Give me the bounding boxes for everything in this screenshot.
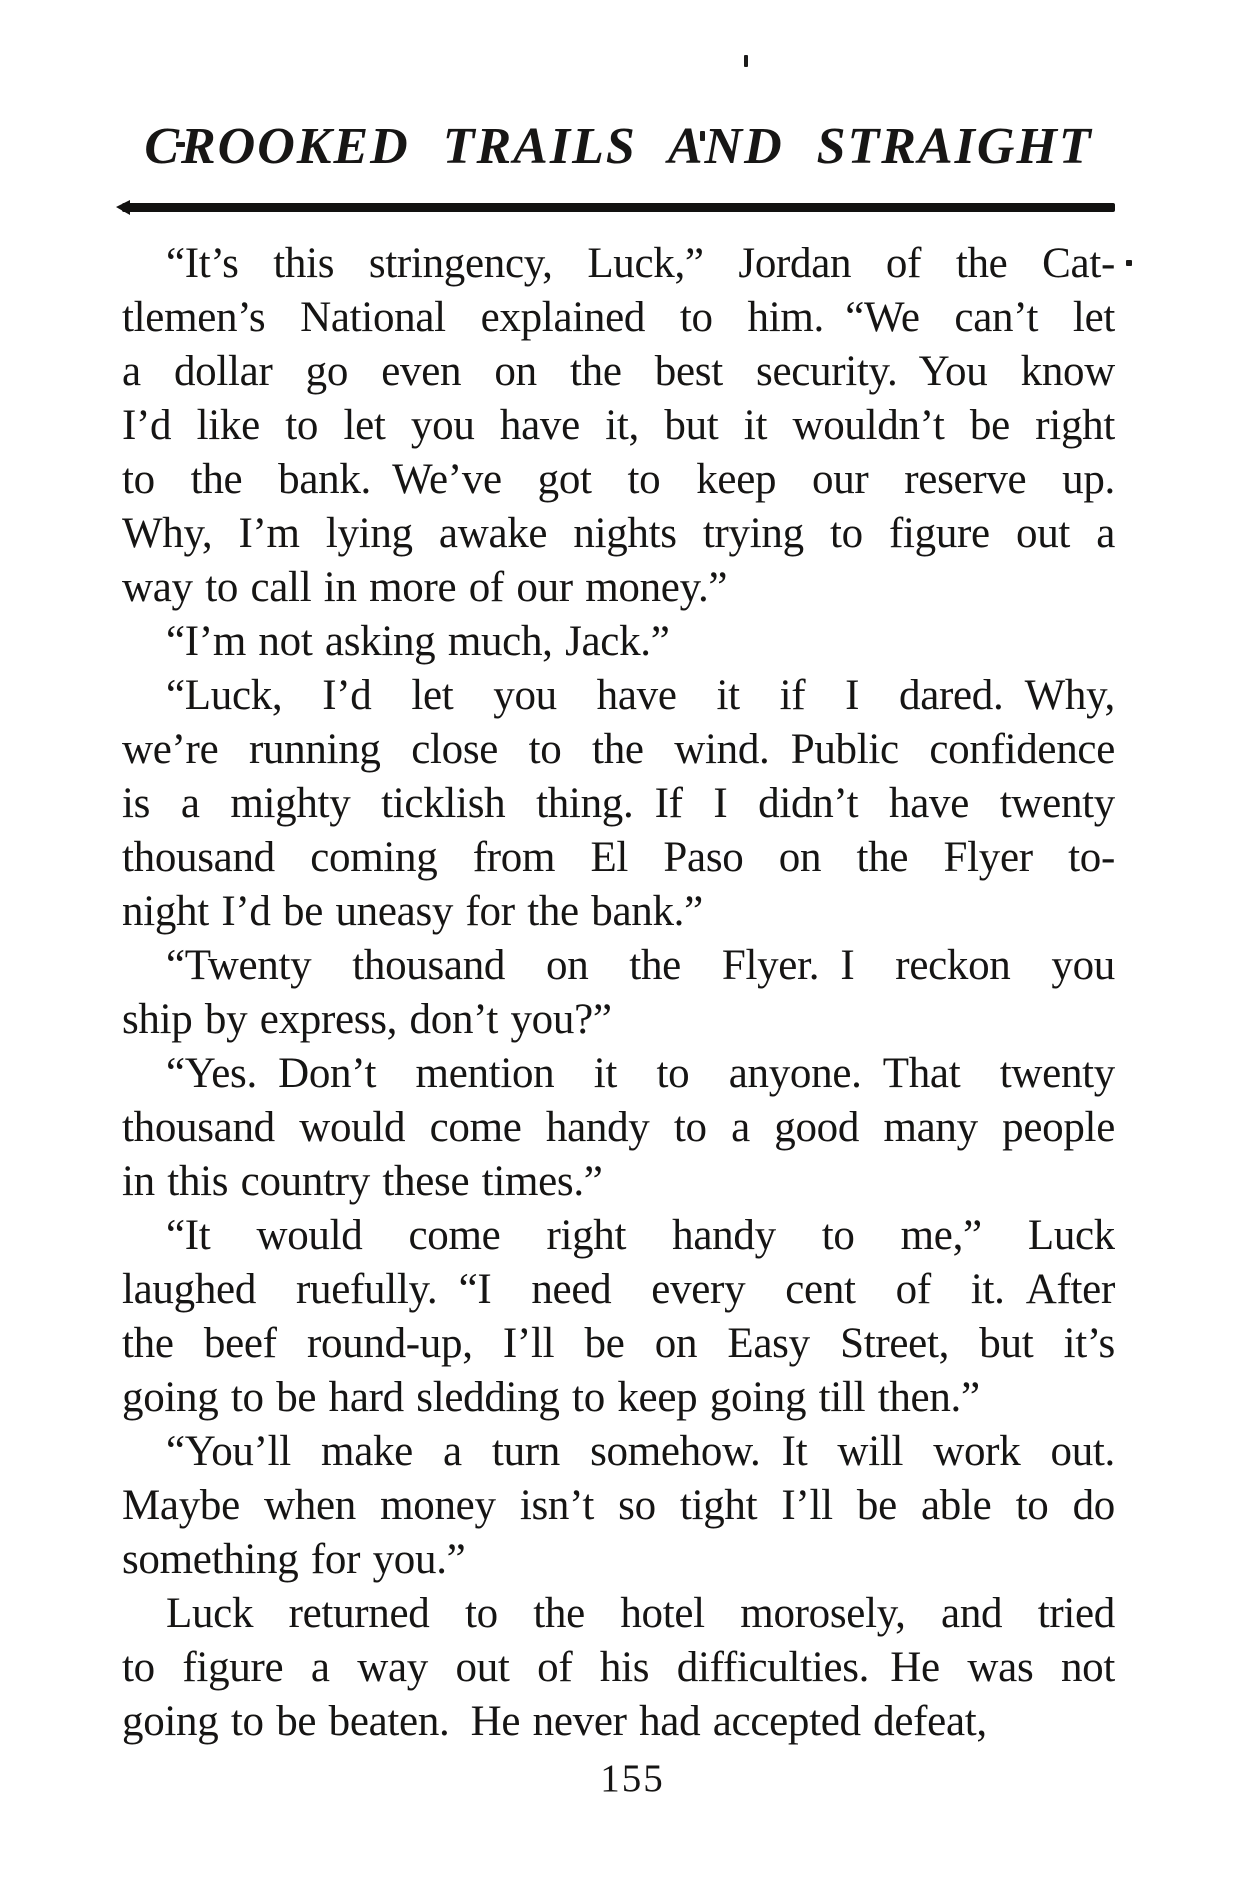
- text-line: tlemen’s National explained to him. “We can’t let: [122, 294, 1115, 341]
- text-line: is a mighty ticklish thing. If I didn’t have twenty: [122, 780, 1115, 827]
- text-line: “Twenty thousand on the Flyer. I reckon you: [166, 942, 1115, 989]
- paragraph: [122, 1209, 1115, 1425]
- paragraph: [122, 669, 1115, 939]
- text-line: the beef round-up, I’ll be on Easy Street, but it’s: [122, 1320, 1115, 1367]
- text-line: Luck returned to the hotel morosely, and tried: [166, 1590, 1115, 1637]
- text-line: “It’s this stringency, Luck,” Jordan of the Cat-: [166, 240, 1115, 287]
- running-header-title: CROOKED TRAILS AND STRAIGHT: [144, 118, 1093, 175]
- text-line: thousand coming from El Paso on the Flyer to-: [122, 834, 1115, 881]
- text-line: Why, I’m lying awake nights trying to figure out a: [122, 510, 1115, 557]
- text-line: “You’ll make a turn somehow. It will work out.: [166, 1428, 1115, 1475]
- header-rule: [122, 203, 1115, 212]
- text-line: laughed ruefully. “I need every cent of it. After: [122, 1266, 1115, 1313]
- paragraph: [122, 615, 1115, 669]
- scan-artifact: [744, 55, 748, 67]
- text-line: to the bank. We’ve got to keep our reserve up.: [122, 456, 1115, 503]
- text-line: “Luck, I’d let you have it if I dared. Why,: [166, 672, 1115, 719]
- text-line: a dollar go even on the best security. You know: [122, 348, 1115, 395]
- body-text: [122, 237, 1115, 1749]
- text-line: to figure a way out of his difficulties. He was not: [122, 1644, 1115, 1691]
- paragraph: [122, 1587, 1115, 1749]
- text-line: I’d like to let you have it, but it wouldn’t be right: [122, 402, 1115, 449]
- text-line: Maybe when money isn’t so tight I’ll be able to do: [122, 1482, 1115, 1529]
- paragraph: [122, 1047, 1115, 1209]
- text-line: “I’m not asking much, Jack.”: [166, 618, 670, 665]
- paragraph: [122, 1425, 1115, 1587]
- page-number: 155: [600, 1757, 665, 1800]
- text-line: going to be beaten. He never had accepted defeat,: [122, 1698, 987, 1745]
- text-line: “Yes. Don’t mention it to anyone. That twenty: [166, 1050, 1115, 1097]
- text-line: night I’d be uneasy for the bank.”: [122, 888, 703, 935]
- text-line: we’re running close to the wind. Public confidence: [122, 726, 1115, 773]
- paragraph: [122, 237, 1115, 615]
- text-line: way to call in more of our money.”: [122, 564, 728, 611]
- text-line: something for you.”: [122, 1536, 466, 1583]
- text-line: thousand would come handy to a good many people: [122, 1104, 1115, 1151]
- text-line: in this country these times.”: [122, 1158, 603, 1205]
- text-line: ship by express, don’t you?”: [122, 996, 612, 1043]
- text-line: going to be hard sledding to keep going till then.”: [122, 1374, 980, 1421]
- text-line: “It would come right handy to me,” Luck: [166, 1212, 1115, 1259]
- paragraph: [122, 939, 1115, 1047]
- scan-artifact: [1126, 260, 1132, 266]
